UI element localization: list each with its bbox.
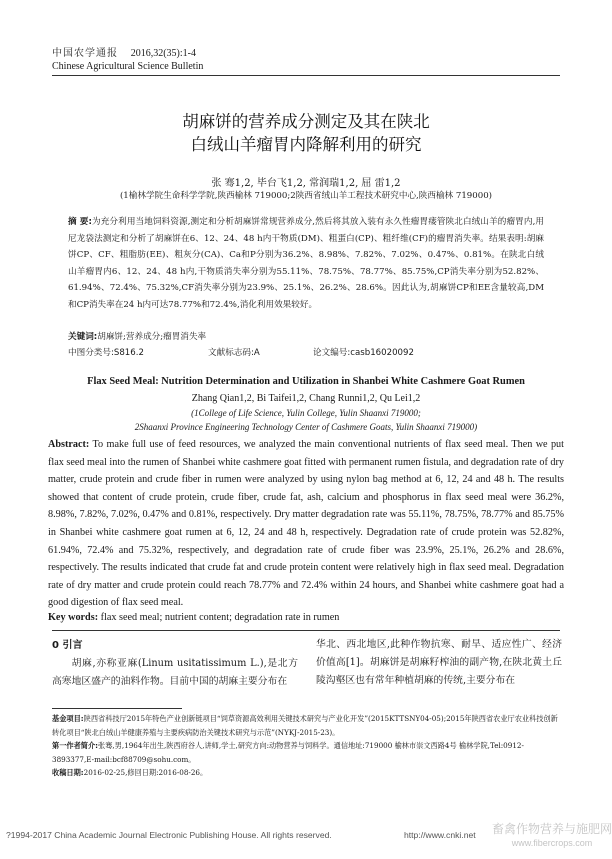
keywords-cn	[68, 330, 206, 342]
paper-id: 论文编号:casb16020092	[313, 348, 414, 358]
fund-text: 陕西省科技厅2015年特色产业创新链项目“饲草资源高效利用关键技术研究与产业化开发”(2015KTTSNY04-05);2015年陕西省农业厅农业科技创新转化项目“陕北白绒山羊健康养殖与主要疾病防治关键技术研究与示范”(NYKJ-2015-23)。	[52, 714, 558, 737]
clc-number: 中图分类号:S816.2	[68, 348, 144, 358]
abstract-cn-text: 为充分利用当地饲料资源,测定和分析胡麻饼常规营养成分,然后将其放入装有永久性瘤胃瘘管陕北白绒山羊的瘤胃内,用尼龙袋法测定和分析了胡麻饼在6、12、24、48 h内干物质(DM)、粗蛋白(CP)、粗纤维(CF)的瘤胃消失率。结果表明:胡麻饼CP、CF、粗脂肪(EE)、粗灰分(CA)、Ca和P分别为36.2%、8.98%、7.82%、7.02%、0.47%、0.81%。在陕北白绒山羊瘤胃内6、12、24、48 h内,干物质消失率分别为55.11%、78.75%、78.77%、85.75%,CP消失率分别为52.82%、61.94%、72.4%、75.32%,CF消失率分别为23.9%、25.1%、26.2%、28.6%。因此认为,胡麻饼CP和EE含量较高,DM和CP消失率在24 h内可达78.77%和72.4%,消化利用效果较好。	[68, 217, 544, 310]
author-note	[52, 739, 564, 766]
abstract-en-label: Abstract:	[48, 439, 90, 450]
keywords-en-label: Key words:	[48, 612, 99, 623]
author-text: 张骞,男,1964年出生,陕西府谷人,讲师,学士,研究方向:动物营养与饲料学。通信地址:719000 榆林市崇文西路4号 榆林学院,Tel:0912-3893377,E-mail:bcf88709@sohu.com。	[52, 741, 524, 764]
date-note	[52, 766, 564, 780]
date-text: 2016-02-25,修回日期:2016-08-26。	[83, 768, 208, 777]
citation: 2016,32(35):1-4	[130, 48, 196, 59]
body-text-left: 胡麻,亦称亚麻(Linum usitatissimum L.),是北方高寒地区盛产的油料作物。目前中国的胡麻主要分布在	[52, 658, 298, 687]
title-cn-line-1: 胡麻饼的营养成分测定及其在陕北	[182, 112, 430, 131]
keywords-en-text: flax seed meal; nutrient content; degradation rate in rumen	[100, 612, 340, 623]
abstract-en-text: To make full use of feed resources, we analyzed the main conventional nutrients of flax seed meal. Then we put flax seed meal into the rumen of Shanbei white cashmere goat fitted with permanent rumen fistula, and degradation rate of dry matter, crude protein and crude fiber in rumen were analyzed by using nylon bag method at 6, 12, 24 and 48 h. The results showed that content of crude protein, crude fiber, crude fat, ash, calcium and phosphorus in flax seed meal were 36.2%, 8.98%, 7.82%, 7.02%, 0.47% and 0.81%, respectively. Dry matter degradation rate was 55.11%, 78.75%, 78.77% and 85.75% in Shanbei white cashmere goat rumen at 6, 12, 24 and 48 h, respectively. Degradation rate of crude protein was 52.82%, 61.94%, 72.4% and 75.32%, respectively, and degradation rate of crude fiber was 23.9%, 25.1%, 26.2% and 28.6%, respectively. The results indicated that crude fat and crude protein content were relatively high in flax seed meal. Degradation rate of dry matter and crude protein could reach 78.77% and 72.4% within 24 hours, and Shanbei white cashmere goat had a good digestion of flax seed meal.	[48, 439, 564, 609]
keywords-cn-label: 关键词:	[68, 332, 98, 342]
authors-cn: 张 骞1,2, 毕台飞1,2, 常润瑞1,2, 屈 雷1,2	[211, 178, 401, 189]
watermark-cn: 畜禽作物营养与施肥网	[492, 822, 612, 836]
doc-code: 文献标志码:A	[208, 348, 260, 358]
header-rule	[52, 75, 560, 76]
author-label: 第一作者简介:	[52, 741, 98, 750]
watermark	[492, 822, 612, 850]
journal-name-cn: 中国农学通报	[52, 48, 118, 59]
copyright-notice: ?1994-2017 China Academic Journal Electronic Publishing House. All rights reserved.	[6, 830, 332, 840]
body-text-right: 华北、西北地区,此种作物抗寒、耐旱、适应性广、经济价值高[1]。胡麻饼是胡麻籽榨油的副产物,在陕北黄土丘陵沟壑区也有常年种植胡麻的传统,主要分布在	[316, 639, 562, 686]
abstract-en	[48, 436, 564, 612]
affiliation-en-2: 2Shaanxi Province Engineering Technology Center of Cashmere Goats, Yulin Shaanxi 719000)	[134, 422, 478, 432]
keywords-en	[48, 612, 339, 623]
footnote-rule	[52, 708, 182, 709]
fund-note	[52, 712, 564, 739]
journal-header	[52, 44, 196, 59]
title-cn-line-2: 白绒山羊瘤胃内降解利用的研究	[190, 135, 422, 154]
keywords-cn-text: 胡麻饼;营养成分;瘤胃消失率	[97, 332, 207, 342]
fund-label: 基金项目:	[52, 714, 84, 723]
section-rule	[52, 630, 560, 631]
affiliation-en-1: (1College of Life Science, Yulin College, Yulin Shaanxi 719000;	[191, 408, 421, 418]
watermark-en: www.fibercrops.com	[511, 838, 593, 848]
cnki-link[interactable]: http://www.cnki.net	[404, 830, 476, 840]
affiliation-cn: (1榆林学院生命科学学院,陕西榆林 719000;2陕西省绒山羊工程技术研究中心,陕西榆林 719000)	[119, 191, 493, 201]
footnotes	[52, 712, 564, 780]
abstract-cn	[68, 214, 544, 314]
abstract-cn-label: 摘 要:	[68, 217, 92, 227]
authors-en: Zhang Qian1,2, Bi Taifei1,2, Chang Runni1,2, Qu Lei1,2	[191, 393, 421, 404]
title-en: Flax Seed Meal: Nutrition Determination and Utilization in Shanbei White Cashmere Goat Rumen	[87, 376, 525, 387]
journal-name-en: Chinese Agricultural Science Bulletin	[52, 61, 204, 72]
section-heading: 0 引言	[52, 640, 83, 651]
date-label: 收稿日期:	[52, 768, 84, 777]
